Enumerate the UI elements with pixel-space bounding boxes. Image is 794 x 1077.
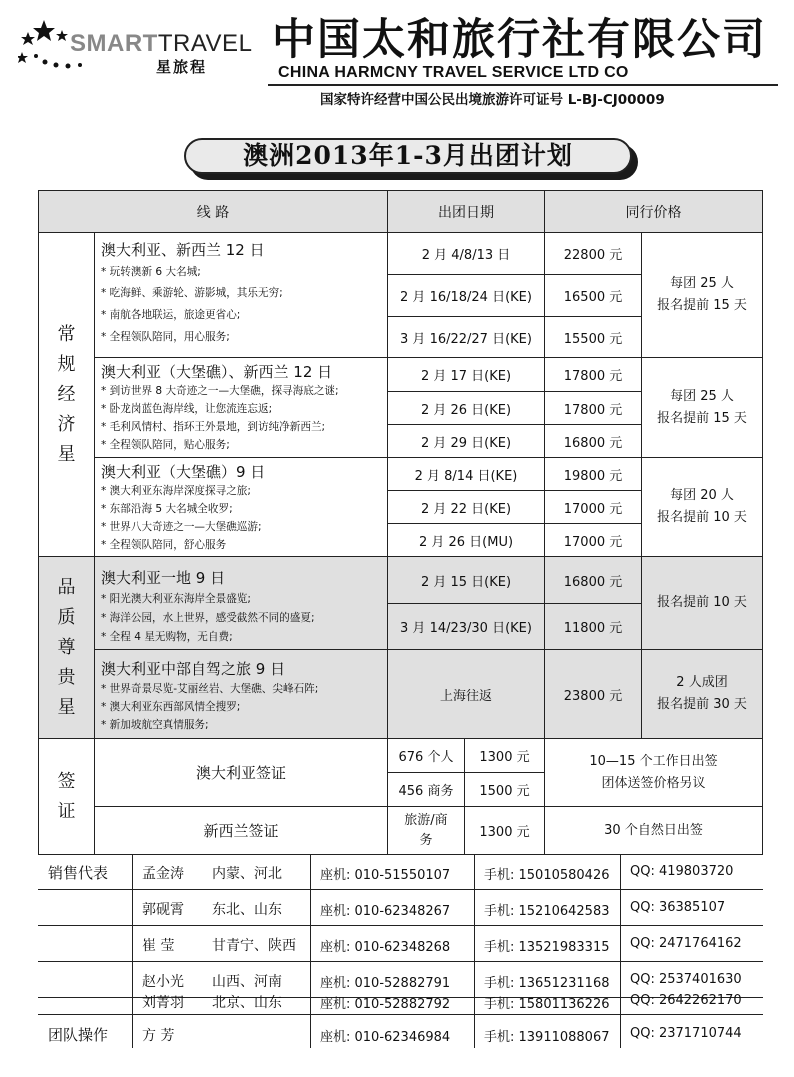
route-title: 澳大利亚中部自驾之旅 9 日 [101,660,286,678]
logo-cn-text: 星旅程 [156,58,208,76]
visa-type: 456 商务 [387,772,465,807]
rep-name: 孟金涛 [142,866,184,882]
sales-rep-row [38,926,763,961]
company-name-cn: 中国太和旅行社有限公司 [272,15,767,65]
departure-date: 上海往返 [387,649,545,739]
route-cell [94,556,388,650]
visa-type: 旅游/商务 [387,806,465,855]
departure-date: 2 月 16/18/24 日(KE) [387,274,545,317]
sales-rep-row [38,890,763,925]
visa-price: 1300 元 [464,806,545,855]
departure-date: 2 月 22 日(KE) [387,490,545,524]
rep-mobile: 手机: 15210642583 [484,904,610,919]
visa-price: 1500 元 [464,772,545,807]
route-feature: * 全程 4 星无购物，无自费; [101,631,233,643]
visa-type: 676 个人 [387,738,465,773]
route-title: 澳大利亚（大堡礁）9 日 [101,463,266,481]
route-feature: * 澳大利亚东海岸深度探寻之旅; [101,485,251,497]
departure-date: 2 月 15 日(KE) [387,556,545,604]
route-cell [94,649,388,739]
ops-qq: QQ: 2371710744 [630,1026,742,1041]
visa-price: 1300 元 [464,738,545,773]
page-title-banner [184,138,640,180]
category-label: 品质尊贵星 [57,576,76,718]
route-cell [94,357,388,458]
rep-qq: QQ: 2471764162 [630,936,742,951]
departure-price: 17800 元 [544,391,642,425]
rep-region: 内蒙、河北 [212,866,282,882]
route-feature: * 世界八大奇迹之一—大堡礁巡游; [101,521,262,533]
category-label: 常规经济星 [57,323,76,465]
departure-date: 3 月 14/23/30 日(KE) [387,603,545,650]
visa-nz-note: 30 个自然日出签 [544,806,763,855]
rep-mobile: 手机: 13521983315 [484,940,610,955]
sales-rep-row [38,854,763,889]
rep-qq: QQ: 36385107 [630,900,726,915]
ops-row [38,1016,763,1051]
departure-price: 11800 元 [544,603,642,650]
rep-name: 赵小光 [142,974,184,990]
group-note: 每团 25 人 报名提前 15 天 [641,357,763,458]
departure-price: 16800 元 [544,556,642,604]
rep-qq: QQ: 2642262170 [630,993,742,1008]
group-note: 报名提前 10 天 [641,556,763,650]
header-divider [268,84,778,86]
visa-au-label: 澳大利亚签证 [94,738,388,807]
departure-price: 17800 元 [544,357,642,392]
rep-name: 崔 莹 [142,938,175,954]
departure-price: 15500 元 [544,316,642,358]
route-title: 澳大利亚一地 9 日 [101,569,226,587]
route-feature: * 全程领队陪同，贴心服务; [101,439,230,451]
rep-qq: QQ: 2537401630 [630,972,742,987]
rep-mobile: 手机: 13651231168 [484,976,610,991]
ops-mobile: 手机: 13911088067 [484,1030,610,1045]
header-route: 线 路 [38,190,388,233]
route-feature: * 新加坡航空真情服务; [101,719,209,731]
route-feature: * 东部沿海 5 大名城全收罗; [101,503,233,515]
header-date: 出团日期 [387,190,545,233]
company-logo [18,14,258,80]
departure-date: 2 月 26 日(KE) [387,391,545,425]
route-title: 澳大利亚、新西兰 12 日 [101,241,265,259]
departure-date: 2 月 29 日(KE) [387,424,545,458]
rep-name: 郭砚霄 [142,902,184,918]
route-feature: * 南航各地联运，旅途更省心; [101,309,241,321]
route-feature: * 玩转澳新 6 大名城; [101,266,201,278]
route-cell [94,457,388,557]
rep-region: 山西、河南 [212,974,282,990]
company-name-en: CHINA HARMCNY TRAVEL SERVICE LTD CO [278,64,629,81]
license-number: 国家特许经营中国公民出境旅游许可证号 L-BJ-CJ00009 [320,92,665,108]
category-label: 签证 [57,770,76,822]
rep-mobile: 手机: 15010580426 [484,868,610,883]
route-feature: * 澳大利亚东西部风情全搜罗; [101,701,241,713]
route-feature: * 阳光澳大利亚东海岸全景盛览; [101,593,251,605]
page-title: 澳洲2013年1-3月出团计划 [184,138,632,174]
rep-mobile: 手机: 15801136226 [484,997,610,1012]
sales-role-label: 销售代表 [48,864,109,882]
rep-phone: 座机: 010-62348268 [320,940,451,955]
departure-date: 2 月 8/14 日(KE) [387,457,545,491]
route-feature: * 世界奇景尽览-艾丽丝岩、大堡礁、尖峰石阵; [101,683,319,695]
route-cell [94,232,388,358]
departure-price: 17000 元 [544,490,642,524]
group-note: 每团 20 人 报名提前 10 天 [641,457,763,557]
rep-region: 北京、山东 [212,995,282,1011]
ops-name: 方 芳 [142,1028,175,1044]
departure-date: 2 月 4/8/13 日 [387,232,545,275]
header [0,0,794,120]
route-feature: * 卧龙岗蓝色海岸线，让您流连忘返; [101,403,273,415]
visa-au-note: 10—15 个工作日出签 团体送签价格另议 [544,738,763,807]
departure-price: 23800 元 [544,649,642,739]
route-feature: * 到访世界 8 大奇迹之一—大堡礁，探寻海底之谜; [101,385,339,397]
group-note: 每团 25 人 报名提前 15 天 [641,232,763,358]
rep-phone: 座机: 010-62348267 [320,904,451,919]
ops-phone: 座机: 010-62346984 [320,1030,451,1045]
rep-region: 东北、山东 [212,902,282,918]
rep-name: 刘菁羽 [142,995,184,1011]
route-title: 澳大利亚（大堡礁）、新西兰 12 日 [101,363,333,381]
departure-price: 19800 元 [544,457,642,491]
sales-rep-row [38,983,763,1018]
route-feature: * 全程领队陪同，舒心服务 [101,539,227,551]
departure-price: 17000 元 [544,523,642,557]
departure-date: 2 月 17 日(KE) [387,357,545,392]
rep-qq: QQ: 419803720 [630,864,734,879]
route-feature: * 海洋公园，水上世界，感受截然不同的盛夏; [101,612,315,624]
rep-phone: 座机: 010-51550107 [320,868,451,883]
group-note: 2 人成团 报名提前 30 天 [641,649,763,739]
departure-price: 16800 元 [544,424,642,458]
rep-phone: 座机: 010-52882791 [320,976,451,991]
route-feature: * 毛利风情村、指环王外景地，到访纯净新西兰; [101,421,326,433]
category-economy [38,232,95,557]
departure-price: 22800 元 [544,232,642,275]
rep-region: 甘青宁、陕西 [212,938,296,954]
visa-nz-label: 新西兰签证 [94,806,388,855]
category-visa [38,738,95,855]
category-premium [38,556,95,739]
departure-date: 3 月 16/22/27 日(KE) [387,316,545,358]
header-price: 同行价格 [544,190,763,233]
rep-phone: 座机: 010-52882792 [320,997,451,1012]
logo-text: SMARTTRAVEL [70,30,253,57]
departure-date: 2 月 26 日(MU) [387,523,545,557]
departure-price: 16500 元 [544,274,642,317]
route-feature: * 全程领队陪同，用心服务; [101,331,230,343]
route-feature: * 吃海鲜、乘游轮、游影城，其乐无穷; [101,287,283,299]
ops-role-label: 团队操作 [48,1026,109,1044]
